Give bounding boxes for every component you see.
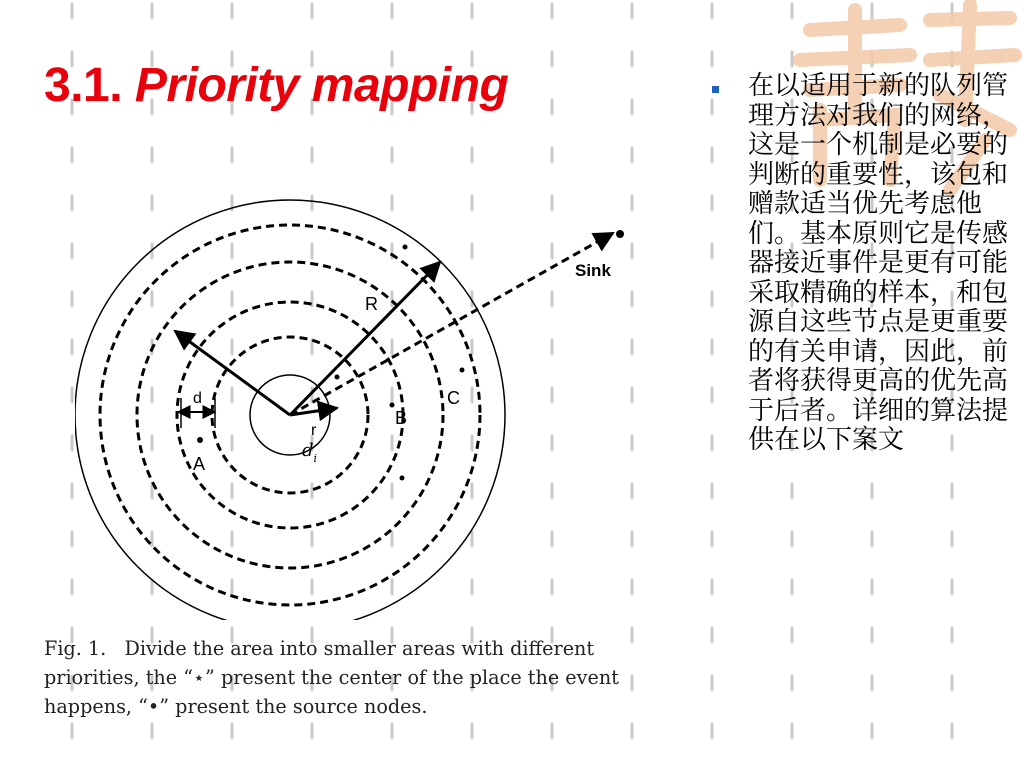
title-text: Priority mapping (134, 59, 509, 112)
source-node (460, 368, 465, 373)
caption-line-3: happens, “•” present the source nodes. (44, 695, 428, 718)
radius-R-label: R (365, 294, 378, 314)
caption-line-1: Fig. 1. Divide the area into smaller areas with different (44, 637, 595, 660)
node-C-label: C (447, 388, 460, 408)
distance-di-label: $d_i$ (302, 440, 318, 465)
caption-line-2: priorities, the “⋆” present the center of the place the event (44, 666, 619, 689)
radius-R-arrow (290, 262, 440, 415)
radius-r-label: r (311, 422, 317, 439)
sink-label: Sink (575, 261, 611, 280)
priority-area-diagram (75, 190, 675, 620)
sink-node (616, 230, 624, 238)
source-node-A (197, 437, 203, 443)
title-number: 3.1. (44, 59, 123, 112)
bullet-square-icon (712, 86, 719, 93)
figure-caption (44, 634, 664, 721)
node-A-label: A (193, 454, 206, 474)
node-B-label: B (395, 408, 408, 428)
bullet-paragraph: 在以适用于新的队列管理方法对我们的网络，这是一个机制是必要的判断的重要性，该包和赠款适当优先考虑他们。基本原则它是传感器接近事件是更有可能采取精确的样本，和包源自这些节点是更重要的有关申请，因此，前者将获得更高的优先高于后者。详细的算法提供在以下案文 (748, 71, 1009, 455)
slide-title (44, 58, 508, 113)
source-node (400, 476, 405, 481)
ring-width-d-label: d (193, 390, 202, 407)
source-node (403, 245, 408, 250)
source-node (335, 375, 340, 380)
source-node (390, 403, 395, 408)
